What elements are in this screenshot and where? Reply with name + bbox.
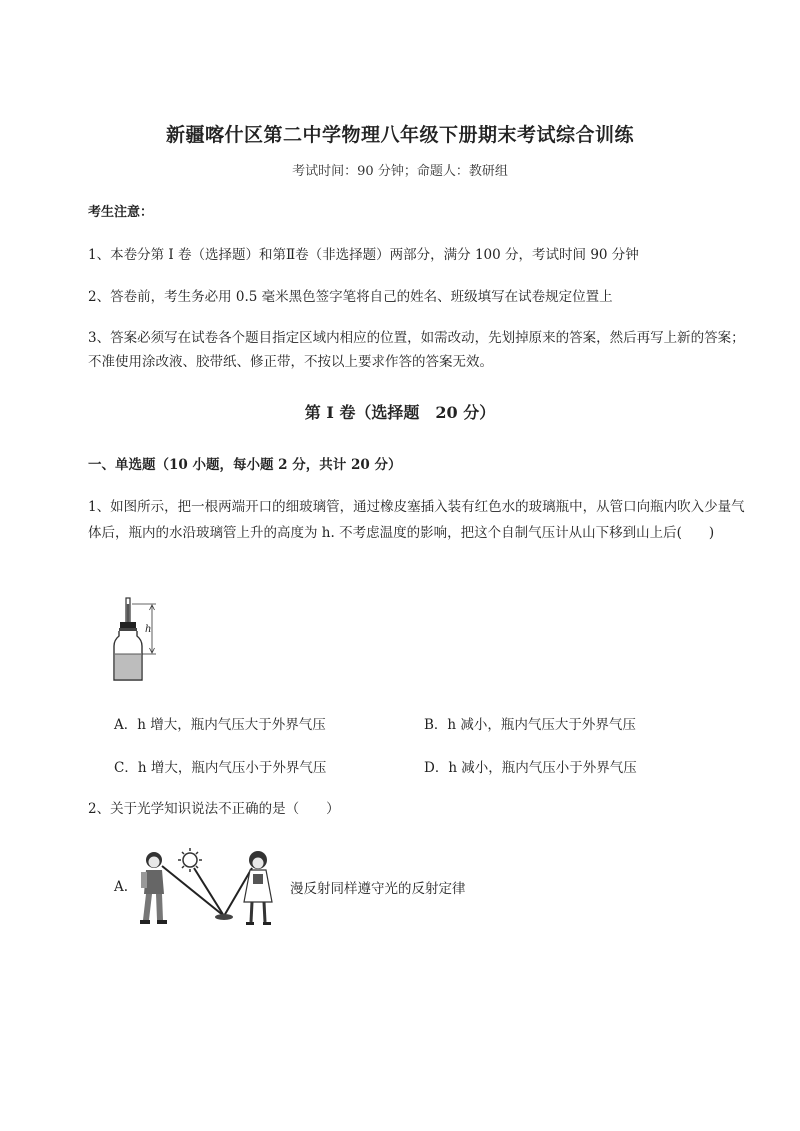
option-a-text: 漫反射同样遵守光的反射定律: [290, 881, 466, 897]
option-c[interactable]: C．h 增大，瓶内气压小于外界气压: [114, 760, 327, 776]
part-heading: 一、单选题（10 小题，每小题 2 分，共计 20 分）: [88, 457, 402, 473]
notice-item: 1、本卷分第 I 卷（选择题）和第Ⅱ卷（非选择题）两部分，满分 100 分，考试时间 90 分钟: [88, 247, 639, 263]
question-2-text: 2、关于光学知识说法不正确的是（ ）: [88, 801, 340, 817]
option-b[interactable]: B．h 减小，瓶内气压大于外界气压: [424, 717, 636, 733]
page-subtitle: 考试时间：90 分钟；命题人：教研组: [292, 164, 508, 179]
question-1-text: 1、如图所示，把一根两端开口的细玻璃管，通过橡皮塞插入装有红色水的玻璃瓶中，从管口向瓶内吹入少量气体后，瓶内的水沿玻璃管上升的高度为 h. 不考虑温度的影响，把这个自制气压计从山下移到山上后( ): [88, 499, 745, 541]
barometer-bottle-figure: [108, 596, 168, 686]
section-title: 第 I 卷（选择题 20 分）: [304, 403, 496, 422]
option-a[interactable]: A．h 增大，瓶内气压大于外界气压: [114, 717, 326, 733]
page-title: 新疆喀什区第二中学物理八年级下册期末考试综合训练: [165, 124, 634, 146]
notice-heading: 考生注意：: [88, 205, 154, 220]
notice-item: 2、答卷前，考生务必用 0.5 毫米黑色签字笔将自己的姓名、班级填写在试卷规定位置上: [88, 289, 613, 305]
diffuse-reflection-figure: [132, 846, 282, 930]
figure-label-h: h: [145, 624, 152, 635]
option-d[interactable]: D．h 减小，瓶内气压小于外界气压: [424, 760, 637, 776]
option-a-letter[interactable]: A.: [114, 879, 129, 895]
notice-item: 3、答案必须写在试卷各个题目指定区域内相应的位置，如需改动，先划掉原来的答案，然后再写上新的答案；不准使用涂改液、胶带纸、修正带，不按以上要求作答的答案无效。: [88, 330, 745, 370]
